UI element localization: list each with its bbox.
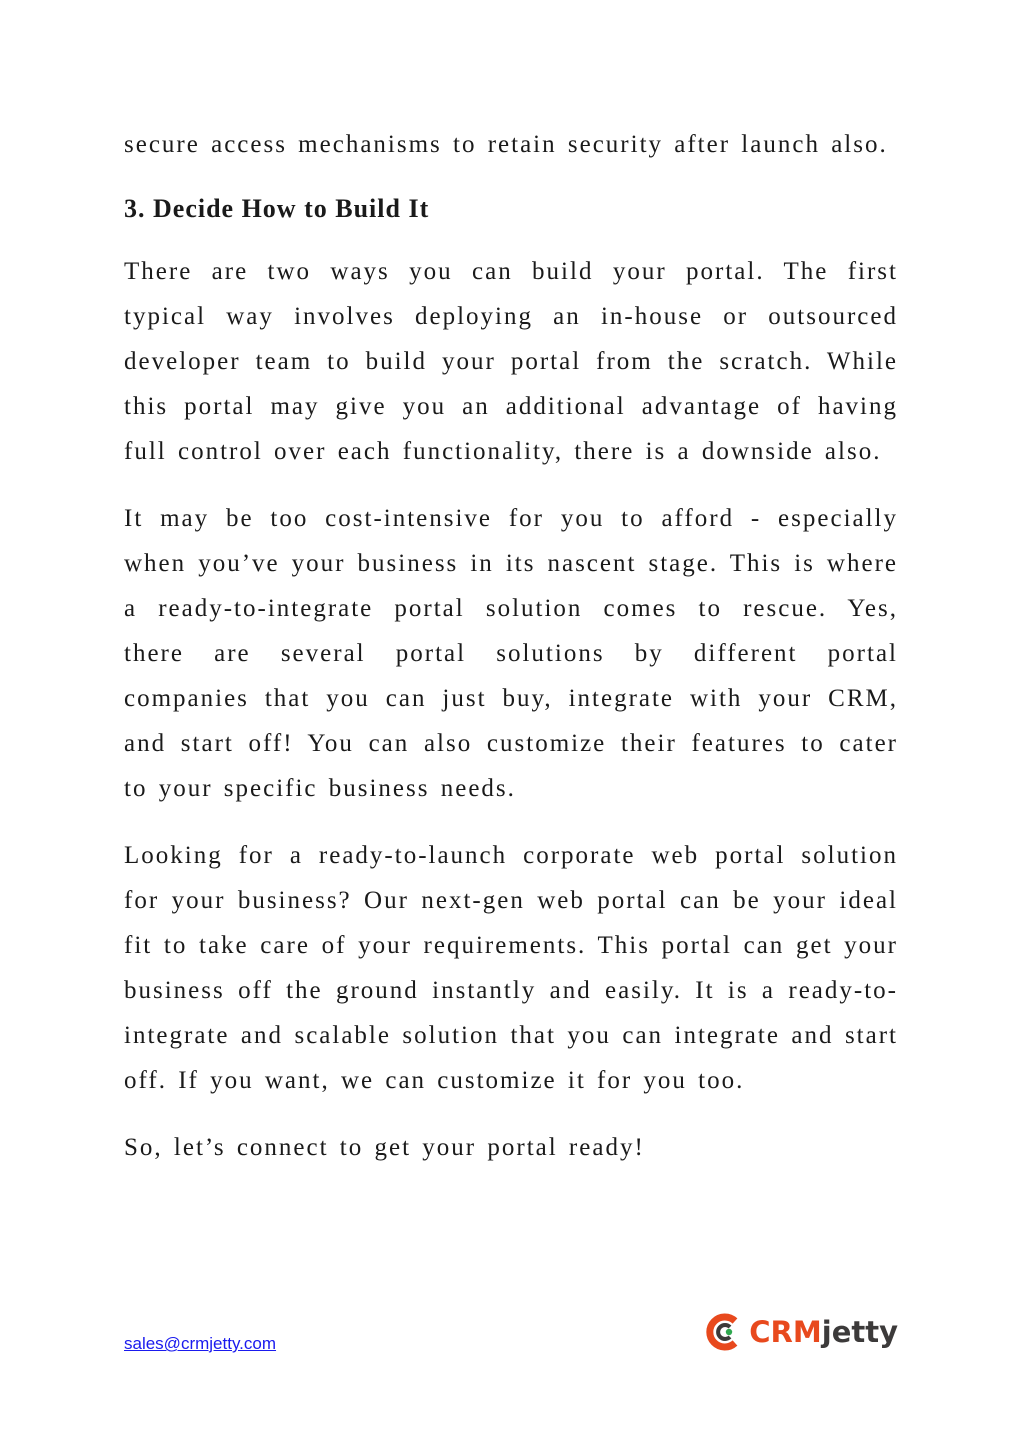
logo-crm-text: CRM xyxy=(749,1315,822,1349)
logo-jetty-text: jetty xyxy=(821,1315,898,1349)
document-body xyxy=(124,122,898,1192)
page-footer xyxy=(124,1306,898,1356)
paragraph-cost-intensive: It may be too cost-intensive for you to afford - especially when you’ve your business in its nascent stage. This is where a ready-to-integrate portal solution comes to rescue. Yes, there are several portal solutions by different portal companies that you can just buy, integrate with your CRM, and start off! You can also customize their features to cater to your specific business needs. xyxy=(124,505,898,802)
email-link[interactable]: sales@crmjetty.com xyxy=(124,1334,277,1353)
crmjetty-logo-icon xyxy=(703,1312,743,1352)
crmjetty-logo xyxy=(703,1310,898,1354)
paragraph-build-ways: There are two ways you can build your portal. The first typical way involves deploying an in-house or outsourced developer team to build your portal from the scratch. While this portal may give you an additional advantage of having full control over each functionality, there is a downside also. xyxy=(124,258,898,465)
section-heading: 3. Decide How to Build It xyxy=(124,194,430,223)
logo-wordmark xyxy=(749,1315,898,1349)
paragraph-call-to-action: So, let’s connect to get your portal ready! xyxy=(124,1134,645,1161)
paragraph-ready-to-launch: Looking for a ready-to-launch corporate web portal solution for your business? Our next-gen web portal can be your ideal fit to take care of your requirements. This portal can get your business off the ground instantly and easily. It is a ready-to-integrate and scalable solution that you can integrate and start off. If you want, we can customize it for you too. xyxy=(124,842,898,1094)
paragraph-security-continuation: secure access mechanisms to retain security after launch also. xyxy=(124,131,888,158)
